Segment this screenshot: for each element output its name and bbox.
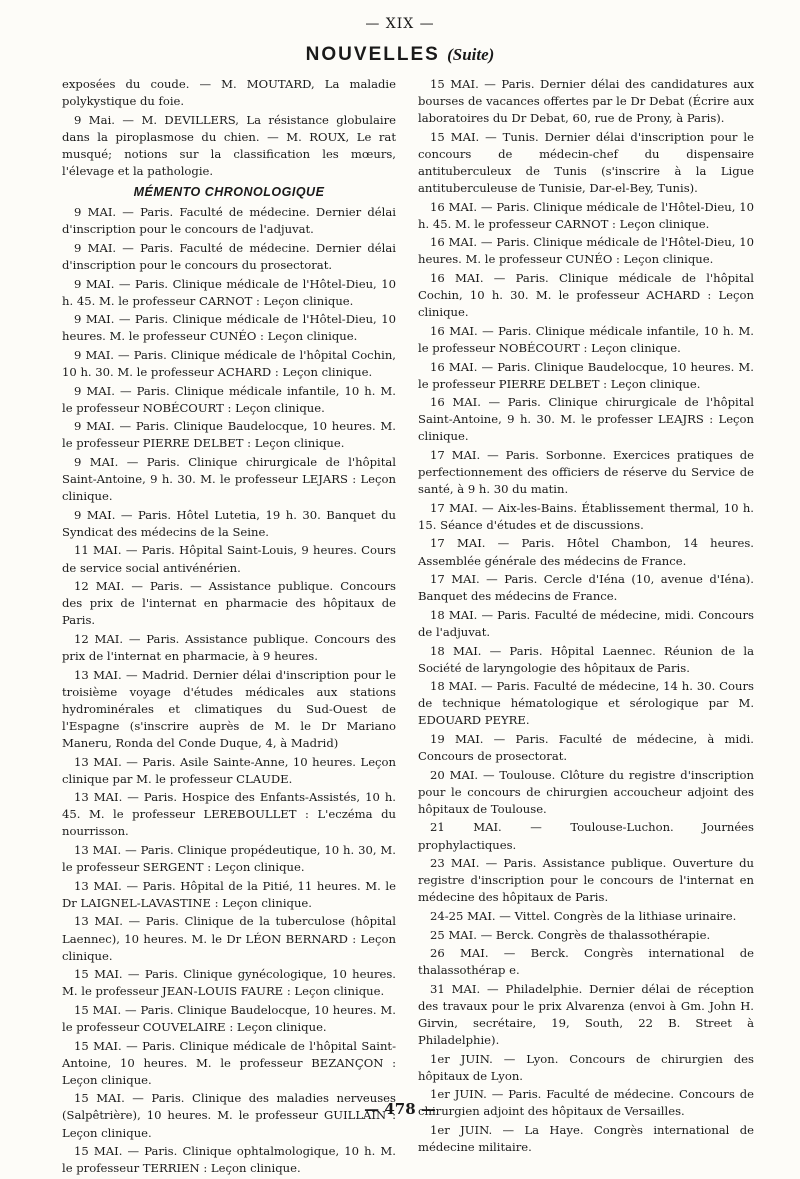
memento-entry: 21 MAI. — Toulouse-Luchon. Journées prophylactiques. xyxy=(418,820,754,852)
intro-paragraph: 9 Mai. — M. DEVILLERS, La résistance globulaire dans la piroplasmose du chien. — M. ROUX, Le rat musqué; notions sur la classification les mœurs, l'élevage et la pathologie. xyxy=(62,112,396,178)
memento-entry: 24-25 MAI. — Vittel. Congrès de la lithiase urinaire. xyxy=(430,908,737,923)
left-column xyxy=(62,76,396,1179)
memento-entry: 16 MAI. — Paris. Clinique Baudelocque, 10 heures. M. le professeur PIERRE DELBET : Leçon clinique. xyxy=(418,359,754,391)
memento-entry: 31 MAI. — Philadelphie. Dernier délai de réception des travaux pour le prix Alvarenza (envoi à Gm. John H. Girvin, secrétaire, 19, South, 22 B. Street à Philadelphie). xyxy=(418,981,754,1048)
memento-entry: 16 MAI. — Paris. Clinique chirurgicale de l'hôpital Saint-Antoine, 9 h. 30. M. le professer LEAJRS : Leçon clinique. xyxy=(418,395,754,444)
memento-entry: 1er JUIN. — Paris. Faculté de médecine. Concours de chirurgien adjoint des hôpitaux de Versailles. xyxy=(418,1087,754,1119)
roman-page-number: — XIX — xyxy=(365,16,435,32)
memento-entry: 17 MAI. — Paris. Hôtel Chambon, 14 heures. Assemblée générale des médecins de France. xyxy=(418,536,754,568)
memento-entry: 9 MAI. — Paris. Faculté de médecine. Dernier délai d'inscription pour le concours du prosectorat. xyxy=(62,240,396,272)
memento-entry: 15 MAI. — Paris. Clinique des maladies nerveuses (Salpêtrière), 10 heures. M. le professeur GUILLAIN : Leçon clinique. xyxy=(62,1091,396,1140)
memento-entry: 12 MAI. — Paris. Assistance publique. Concours des prix de l'internat en pharmacie, à 9 heures. xyxy=(62,631,396,663)
memento-entry: 16 MAI. — Paris. Clinique médicale infantile, 10 h. M. le professeur NOBÉCOURT : Leçon clinique. xyxy=(418,323,754,355)
memento-entry: 18 MAI. — Paris. Faculté de médecine, 14 h. 30. Cours de technique hématologique et sérologique par M. EDOUARD PEYRE. xyxy=(418,679,754,728)
memento-entry: 9 MAI. — Paris. Clinique médicale de l'hôpital Cochin, 10 h. 30. M. le professeur ACHARD : Leçon clinique. xyxy=(62,347,396,379)
right-column xyxy=(418,76,754,1158)
memento-entry: 18 MAI. — Paris. Faculté de médecine, midi. Concours de l'adjuvat. xyxy=(418,607,754,639)
memento-entry: 17 MAI. — Paris. Sorbonne. Exercices pratiques de perfectionnement des officiers de réserve du Service de santé, à 9 h. 30 du matin. xyxy=(418,447,754,497)
memento-entry: 15 MAI. — Paris. Clinique ophtalmologique, 10 h. M. le professeur TERRIEN : Leçon clinique. xyxy=(62,1144,396,1176)
memento-entry: 15 MAI. — Paris. Dernier délai des candidatures aux bourses de vacances offertes par le Dr Debat (Écrire aux laboratoires du Dr Debat, 60, rue de Prony, à Paris). xyxy=(418,77,754,126)
memento-entry: 1er JUIN. — Lyon. Concours de chirurgien des hôpitaux de Lyon. xyxy=(418,1051,754,1083)
memento-entry: 20 MAI. — Toulouse. Clôture du registre d'inscription pour le concours de chirurgien accoucheur adjoint des hôpitaux de Toulouse. xyxy=(418,767,754,816)
memento-entry: 15 MAI. — Tunis. Dernier délai d'inscription pour le concours de médecin-chef du dispensaire antituberculeux de Tunis (s'inscrire à la Ligue antituberculeuse de Tunisie, Dar-el-Bey, Tunis). xyxy=(418,129,754,196)
memento-entry: 18 MAI. — Paris. Hôpital Laennec. Réunion de la Société de laryngologie des hôpitaux de Paris. xyxy=(418,643,754,675)
memento-entry: 9 MAI. — Paris. Clinique médicale de l'Hôtel-Dieu, 10 heures. M. le professeur CUNÉO : Leçon clinique. xyxy=(62,312,396,344)
memento-entry: 17 MAI. — Paris. Cercle d'Iéna (10, avenue d'Iéna). Banquet des médecins de France. xyxy=(418,572,754,604)
memento-entry: 17 MAI. — Aix-les-Bains. Établissement thermal, 10 h. 15. Séance d'études et de discussions. xyxy=(418,500,754,532)
memento-entry: 13 MAI. — Paris. Hôpital de la Pitié, 11 heures. M. le Dr LAIGNEL-LAVASTINE : Leçon clinique. xyxy=(62,878,396,910)
memento-entry: 9 MAI. — Paris. Clinique médicale infantile, 10 h. M. le professeur NOBÉCOURT : Leçon clinique. xyxy=(62,383,396,415)
memento-entry: 13 MAI. — Paris. Hospice des Enfants-Assistés, 10 h. 45. M. le professeur LEREBOULLET : L'eczéma du nourrisson. xyxy=(62,790,396,839)
memento-entry: 19 MAI. — Paris. Faculté de médecine, à midi. Concours de prosectorat. xyxy=(418,731,754,764)
memento-entry: 16 MAI. — Paris. Clinique médicale de l'hôpital Cochin, 10 h. 30. M. le professeur ACHARD : Leçon clinique. xyxy=(418,271,754,320)
memento-entry: 9 MAI. — Paris. Clinique médicale de l'Hôtel-Dieu, 10 h. 45. M. le professeur CARNOT : Leçon clinique. xyxy=(62,276,396,308)
memento-entry: 9 MAI. — Paris. Faculté de médecine. Dernier délai d'inscription pour le concours de l'adjuvat. xyxy=(62,205,396,237)
memento-entry: 13 MAI. — Paris. Asile Sainte-Anne, 10 heures. Leçon clinique par M. le professeur CLAUDE. xyxy=(62,754,396,786)
memento-entry: 9 MAI. — Paris. Hôtel Lutetia, 19 h. 30. Banquet du Syndicat des médecins de la Seine. xyxy=(62,507,396,539)
memento-entry: 25 MAI. — Berck. Congrès de thalassothérapie. xyxy=(430,927,711,942)
memento-heading: MÉMENTO CHRONOLOGIQUE xyxy=(133,185,325,200)
section-title xyxy=(0,44,800,66)
intro-paragraph: exposées du coude. — M. MOUTARD, La maladie polykystique du foie. xyxy=(62,77,396,109)
memento-entry: 16 MAI. — Paris. Clinique médicale de l'Hôtel-Dieu, 10 heures. M. le professeur CUNÉO : Leçon clinique. xyxy=(418,235,754,267)
memento-entry: 1er JUIN. — La Haye. Congrès international de médecine militaire. xyxy=(418,1123,754,1155)
memento-entry: 9 MAI. — Paris. Clinique Baudelocque, 10 heures. M. le professeur PIERRE DELBET : Leçon clinique. xyxy=(62,419,396,451)
section-name: NOUVELLES xyxy=(305,44,440,65)
memento-entry: 9 MAI. — Paris. Clinique chirurgicale de l'hôpital Saint-Antoine, 9 h. 30. M. le professeur LEJARS : Leçon clinique. xyxy=(62,454,396,504)
memento-entry: 12 MAI. — Paris. — Assistance publique. Concours des prix de l'internat en pharmacie des hôpitaux de Paris. xyxy=(62,579,396,628)
section-suite: (Suite) xyxy=(447,45,495,64)
memento-entry: 11 MAI. — Paris. Hôpital Saint-Louis, 9 heures. Cours de service social antivénérien. xyxy=(62,543,396,575)
memento-entry: 16 MAI. — Paris. Clinique médicale de l'Hôtel-Dieu, 10 h. 45. M. le professeur CARNOT : Leçon clinique. xyxy=(418,199,754,231)
memento-entry: 13 MAI. — Paris. Clinique de la tuberculose (hôpital Laennec), 10 heures. M. le Dr LÉON BERNARD : Leçon clinique. xyxy=(62,914,396,963)
memento-entry: 23 MAI. — Paris. Assistance publique. Ouverture du registre d'inscription pour le concours de l'internat en médecine des hôpitaux de Paris. xyxy=(418,856,754,905)
memento-entry: 15 MAI. — Paris. Clinique gynécologique, 10 heures. M. le professeur JEAN-LOUIS FAURE : Leçon clinique. xyxy=(62,967,396,999)
memento-entry: 15 MAI. — Paris. Clinique médicale de l'hôpital Saint-Antoine, 10 heures. M. le professeur BEZANÇON : Leçon clinique. xyxy=(62,1038,396,1087)
memento-entry: 26 MAI. — Berck. Congrès international de thalassothérap e. xyxy=(418,946,754,978)
memento-entry: 13 MAI. — Paris. Clinique propédeutique, 10 h. 30, M. le professeur SERGENT : Leçon clinique. xyxy=(62,843,396,875)
memento-entry: 13 MAI. — Madrid. Dernier délai d'inscription pour le troisième voyage d'études médicales aux stations hydrominérales et climatiques du Sud-Ouest de l'Espagne (s'inscrire auprès de M. le Dr Mariano Maneru, Ronda del Conde Duque, 4, à Madrid) xyxy=(62,667,396,750)
memento-entry: 15 MAI. — Paris. Clinique Baudelocque, 10 heures. M. le professeur COUVELAIRE : Leçon clinique. xyxy=(62,1002,396,1034)
footer-page-number: — 478 — xyxy=(364,1100,436,1118)
